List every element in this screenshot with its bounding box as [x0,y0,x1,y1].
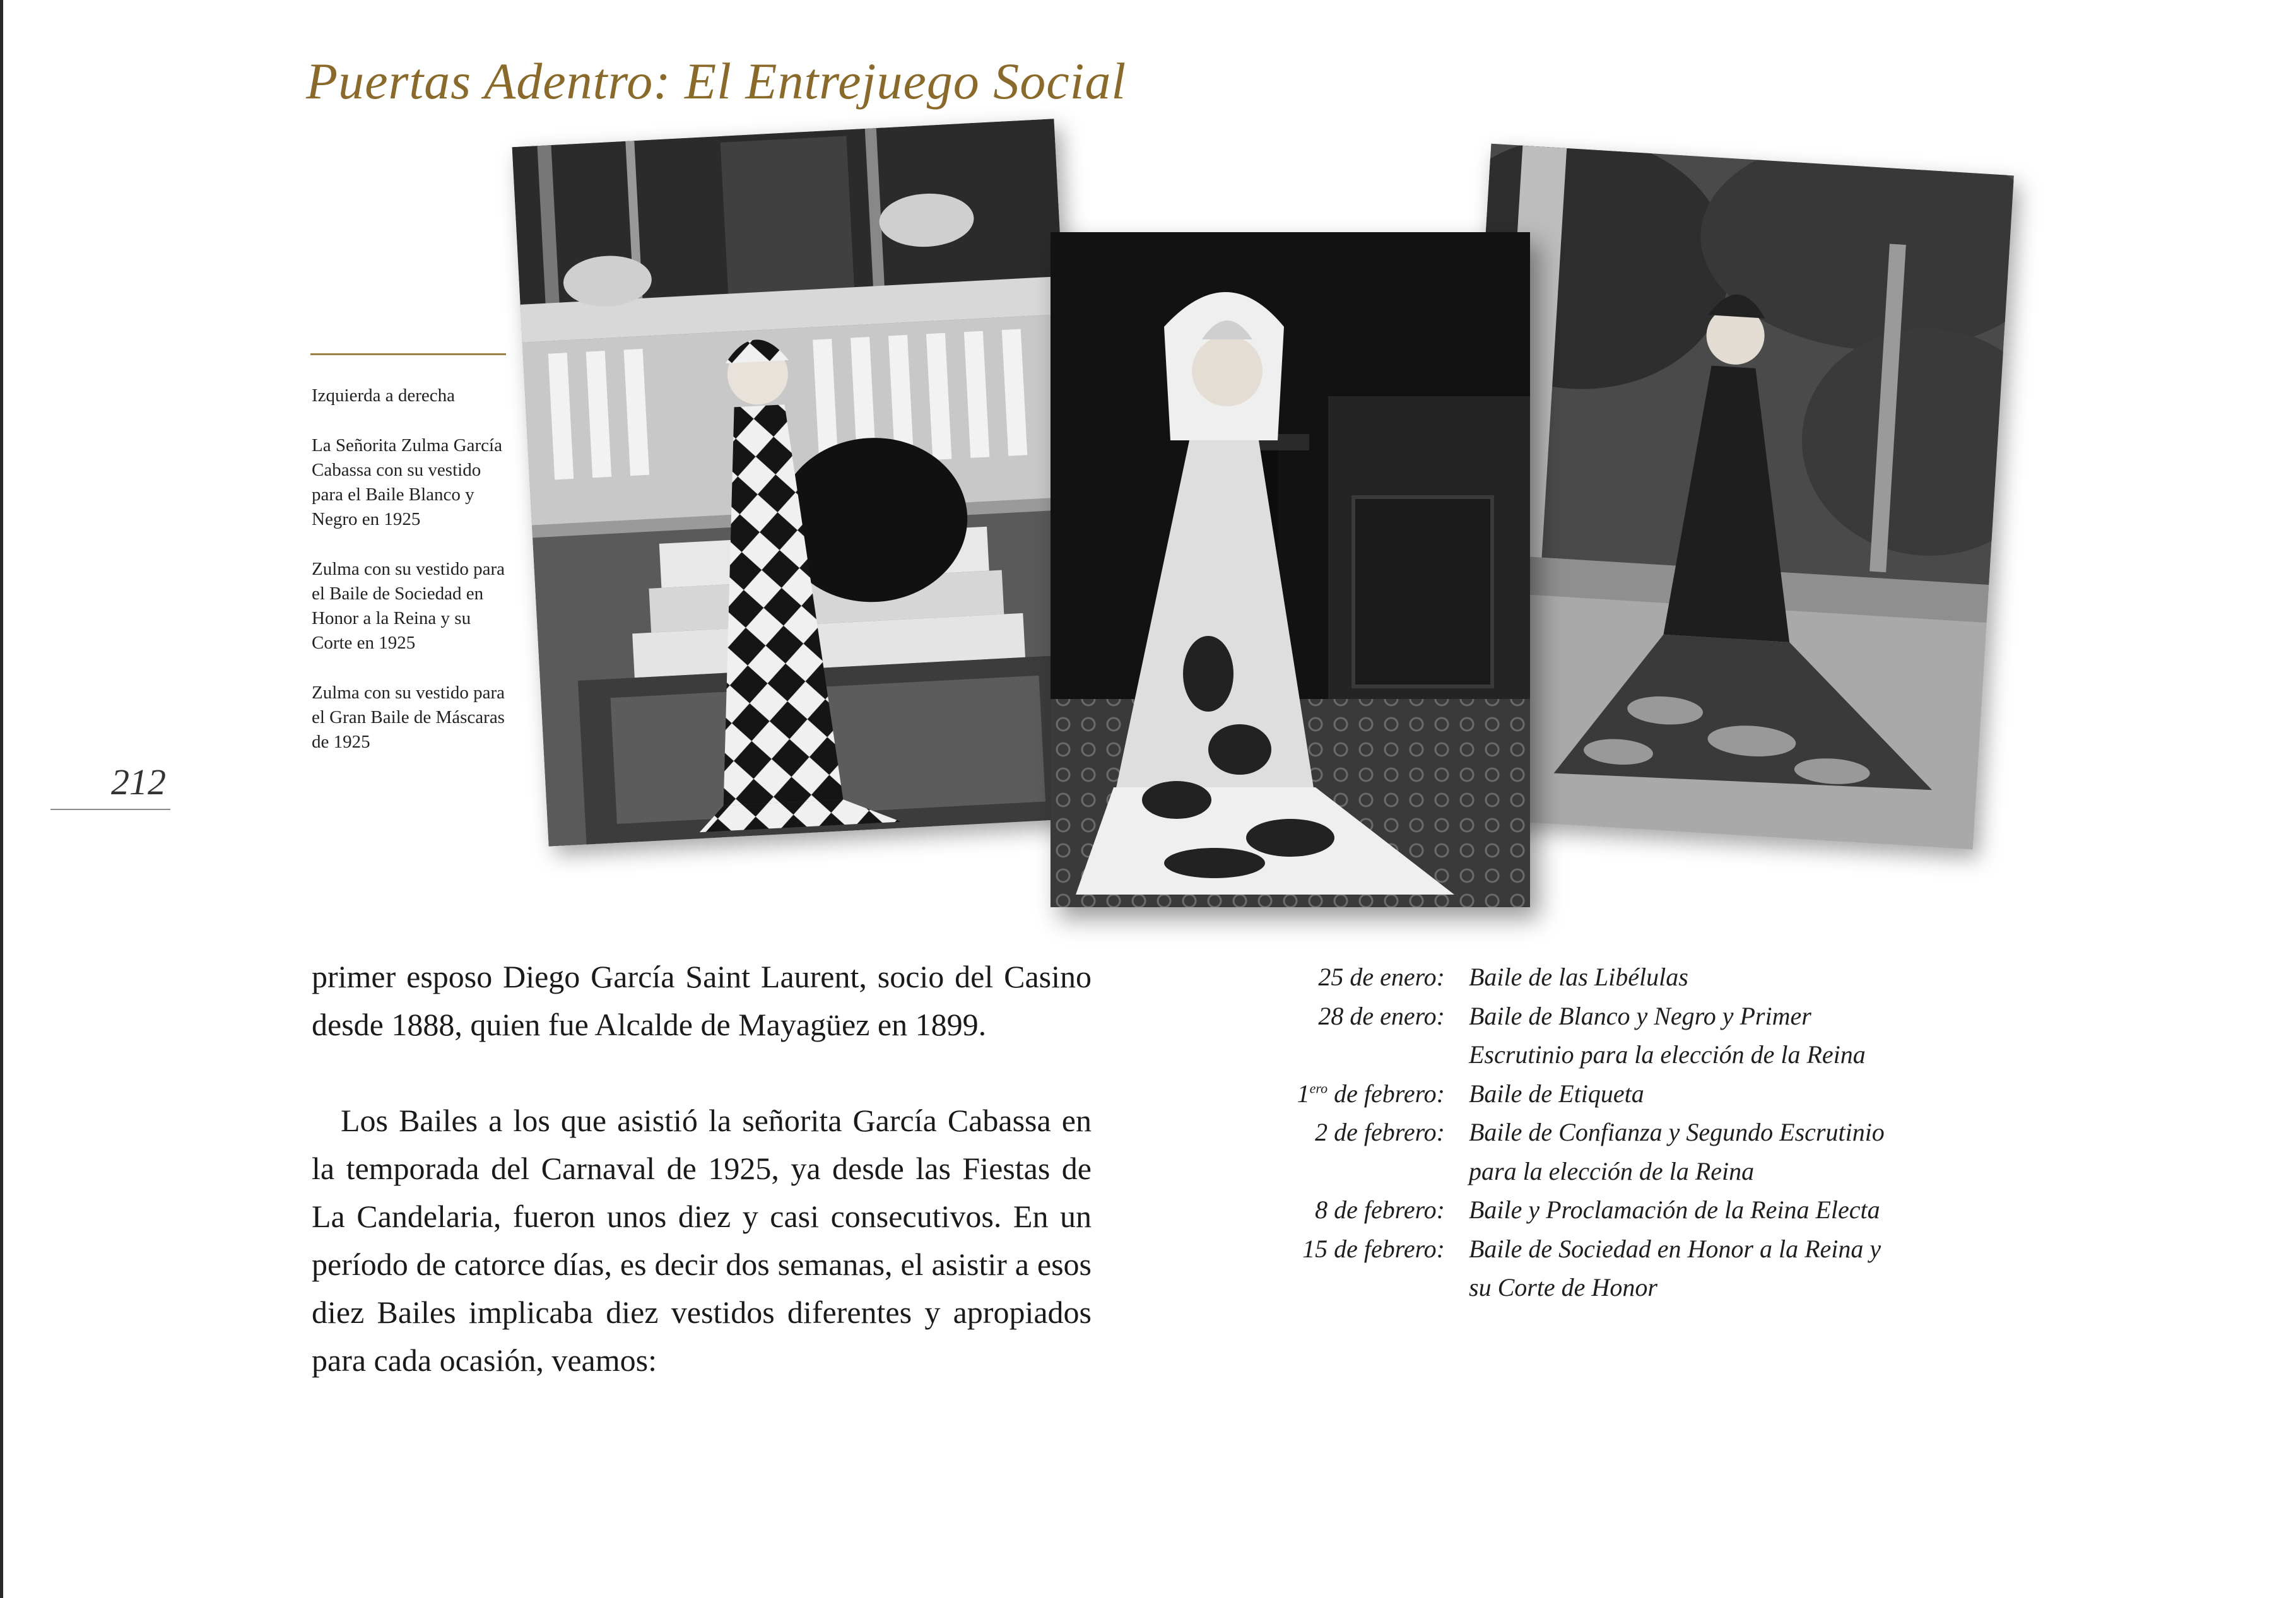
schedule-event: Baile de Confianza y Segundo Escrutinio para la elección de la Reina [1469,1118,1885,1185]
page-number: 212 [111,761,166,802]
schedule-date-number: 1 [1297,1079,1310,1108]
schedule-date-rest: de febrero: [1328,1079,1445,1108]
schedule-date [1237,1074,1446,1113]
body-text [312,953,1092,1384]
schedule-row [1237,997,1905,1074]
photo-harlequin-dress [512,119,1091,846]
schedule-event: Baile de las Libélulas [1469,963,1688,991]
schedule-date: 25 de enero: [1318,963,1445,991]
schedule-row [1237,958,1905,997]
caption-item-1: La Señorita Zulma García Cabassa con su vestido para el Baile Blanco y Negro en 1925 [312,435,502,529]
body-paragraph-2: Los Bailes a los que asistió la señorita García Cabassa en la temporada del Carnaval de 1925, ya desde las Fiestas de La Candelaria, fueron unos diez y casi consecutivos. En un período de catorce días, es decir dos semanas, el asistir a esos diez Bailes implicaba diez vestidos diferentes y apropiados para cada ocasión, veamos: [312,1103,1092,1378]
schedule-date: 8 de febrero: [1315,1196,1445,1224]
schedule-row [1237,1190,1905,1230]
schedule-date: 28 de enero: [1318,1001,1445,1030]
schedule-event: Baile de Sociedad en Honor a la Reina y su Corte de Honor [1469,1234,1881,1301]
schedule-event: Baile de Blanco y Negro y Primer Escrutinio para la elección de la Reina [1469,1001,1866,1069]
schedule-event: Baile y Proclamación de la Reina Electa [1469,1196,1880,1224]
running-header: Puertas Adentro: El Entrejuego Social [306,52,1127,110]
schedule-date: 2 de febrero: [1315,1118,1445,1146]
caption-item-3: Zulma con su vestido para el Gran Baile de Máscaras de 1925 [312,683,505,752]
photo-captions [312,384,514,780]
page-number-rule [50,809,170,810]
page-edge-rule [0,0,3,1598]
photo-plumed-gown [1450,144,2014,850]
schedule-row [1237,1230,1905,1307]
schedule-row [1237,1113,1905,1190]
caption-heading: Izquierda a derecha [312,385,456,406]
body-paragraph-1: primer esposo Diego García Saint Laurent, socio del Casino desde 1888, quien fue Alcalde de Mayagüez en 1899. [312,959,1092,1042]
ball-schedule [1237,958,1905,1307]
photo-fur-trimmed-gown [1051,232,1530,907]
caption-item-2: Zulma con su vestido para el Baile de Sociedad en Honor a la Reina y su Corte en 1925 [312,559,505,653]
schedule-row [1237,1074,1905,1113]
caption-rule [310,353,506,355]
schedule-event: Baile de Etiqueta [1469,1079,1644,1108]
schedule-date-ordinal: ero [1309,1080,1328,1096]
schedule-date: 15 de febrero: [1302,1234,1445,1263]
